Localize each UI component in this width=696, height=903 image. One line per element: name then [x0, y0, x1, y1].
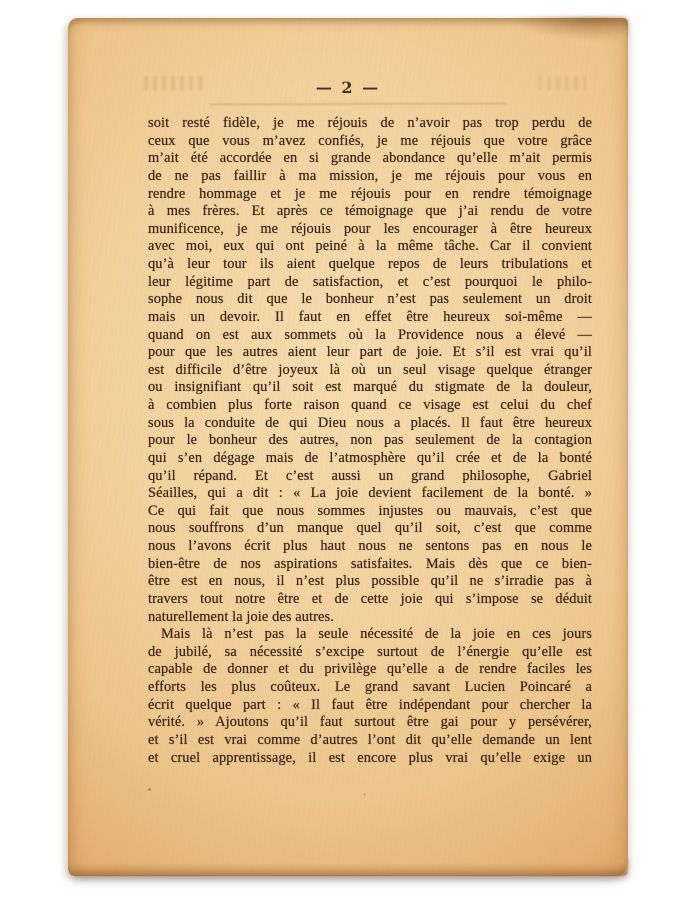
text-line: nous l’avons écrit plus haut nous ne sentons pas en nous le	[148, 538, 592, 554]
text-line: vérité. » Ajoutons qu’il faut surtout être gai pour y persévérer,	[148, 714, 592, 731]
page-number: — 2 —	[315, 78, 381, 97]
text-line: ou insignifiant qu’il soit est marqué du stigmate de la douleur,	[148, 379, 592, 396]
scanned-page	[68, 18, 628, 876]
text-line: pour que les autres aient leur part de joie. Et s’il est vrai qu’il	[148, 344, 592, 361]
text-line: est difficile d’être joyeux là où un seul visage quelque étranger	[148, 361, 592, 378]
text-line: sous la conduite de qui Dieu nous a placés. Il faut être heureux	[148, 414, 592, 431]
text-line: qu’il répand. Et c’est aussi un grand philosophe, Gabriel	[148, 467, 592, 484]
text-line: munificence, je me réjouis pour les encourager à être heureux	[148, 220, 592, 237]
text-line: leur légitime part de satisfaction, et c’est pourquoi le philo-	[148, 273, 592, 290]
text-line: écrit quelque part : « Il faut être indépendant pour chercher la	[148, 696, 592, 713]
text-line: pour le bonheur des autres, non pas seulement de la contagion	[148, 432, 592, 449]
text-line: sophe nous dit que le bonheur n’est pas seulement un droit	[148, 291, 592, 308]
text-line: avec moi, eux qui ont peiné à la même tâche. Car il convient	[148, 238, 592, 255]
text-line: nous souffrons d’un manque quel qu’il soit, c’est que comme	[148, 520, 592, 537]
text-line: et cruel apprentissage, il est encore plus vrai qu’elle exige un	[148, 749, 592, 766]
text-line: à mes frères. Et après ce témoignage que j’ai rendu de votre	[148, 203, 592, 220]
text-line: de jubilé, sa nécessité s’excipe surtout de l’énergie qu’elle est	[148, 643, 592, 660]
text-line: quand on est aux sommets où la Providence nous a élevé —	[148, 326, 592, 343]
text-line: efforts les plus coûteux. Le grand savant Lucien Poincaré a	[148, 679, 592, 695]
text-line: travers tout notre être et de cette joie qui s’impose se déduit	[148, 590, 592, 607]
bleed-through-rule	[210, 102, 506, 105]
text-line: soit resté fidèle, je me réjouis de n’avoir pas trop perdu de	[148, 115, 592, 131]
text-line: bien-être de nos aspirations satisfaites. Mais dès que ce bien-	[148, 555, 592, 572]
text-line: ceux que vous m’avez confiés, je me réjouis que votre grâce	[148, 132, 592, 149]
text-line: être est en nous, il n’est plus possible qu’il ne s’irradie pas à	[148, 573, 592, 590]
text-line: de ne pas faillir à ma mission, je me réjouis pour vous en	[148, 167, 592, 184]
text-line: capable de donner et du privilège qu’elle a de rendre faciles les	[148, 661, 592, 678]
body-text	[148, 115, 592, 767]
text-line: rendre hommage et je me réjouis pour en rendre témoignage	[148, 185, 592, 202]
text-line: Mais là n’est pas la seule nécessité de la joie en ces jours	[161, 626, 592, 643]
text-line: à combien plus forte raison quand ce visage est celui du chef	[148, 397, 592, 413]
text-line: naturellement la joie des autres.	[148, 608, 334, 625]
page-bottom-edge	[68, 863, 628, 876]
text-line: qui s’en dégage mais de l’atmosphère qu’il crée et de la bonté	[148, 449, 592, 466]
text-line: m’ait été accordée en si grande abondance qu’elle m’ait permis	[148, 150, 592, 167]
text-line: et s’il est vrai comme d’autres l’ont dit qu’elle demande un lent	[148, 731, 592, 748]
worn-corner-top-right	[499, 17, 629, 49]
paper-specks	[148, 788, 151, 791]
text-line: qu’à leur tour ils aient quelque repos de leurs tribulations et	[148, 256, 592, 272]
text-line: Ce qui fait que nous sommes injustes ou mauvais, c’est que	[148, 502, 592, 519]
text-line: mais un devoir. Il faut en effet être heureux soi-même —	[148, 308, 592, 325]
text-line: Séailles, qui a dit : « La joie devient facilement de la bonté. »	[148, 485, 592, 502]
